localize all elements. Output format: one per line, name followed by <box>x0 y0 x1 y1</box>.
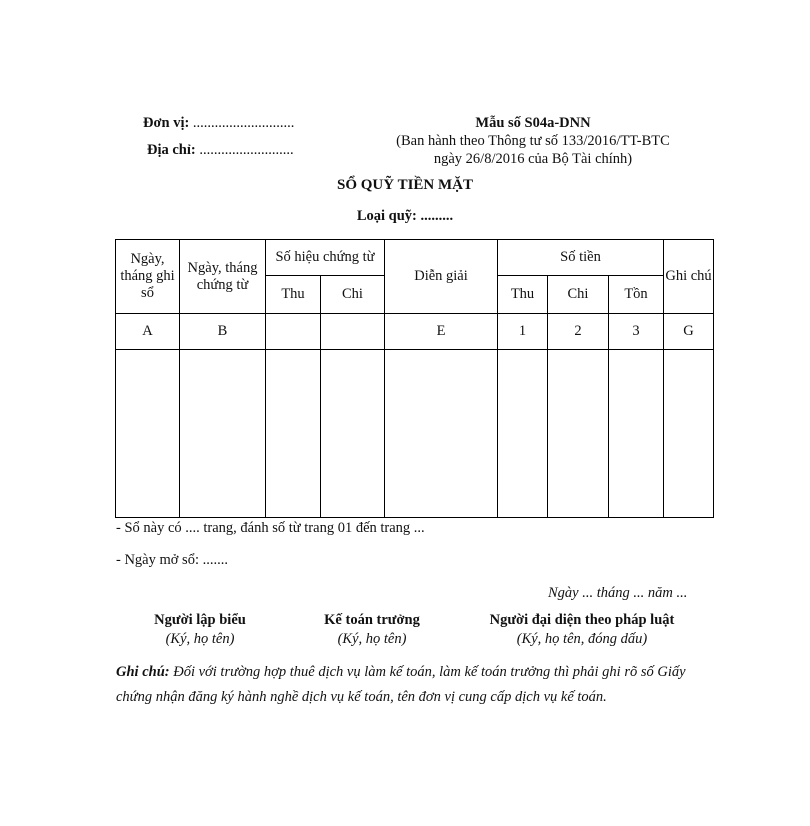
table-cell <box>116 350 180 518</box>
sig3-title: Người đại diện theo pháp luật <box>489 612 675 628</box>
cash-ledger-table <box>115 239 714 518</box>
code-1: 1 <box>498 314 548 350</box>
signature-legal-rep <box>462 611 702 649</box>
open-date: - Ngày mở sổ: ....... <box>116 552 228 568</box>
code-empty-2 <box>321 314 385 350</box>
code-3: 3 <box>609 314 664 350</box>
form-code: Mẫu số S04a-DNN <box>475 115 591 131</box>
issued-line-1: (Ban hành theo Thông tư số 133/2016/TT-BTC <box>396 133 670 149</box>
form-info <box>368 114 698 168</box>
table-cell <box>180 350 266 518</box>
code-a: A <box>116 314 180 350</box>
page-title: SỔ QUỸ TIỀN MẶT <box>337 177 473 193</box>
footnote <box>116 660 706 710</box>
sig2-sub: (Ký, họ tên) <box>337 631 407 647</box>
issued-line-2: ngày 26/8/2016 của Bộ Tài chính) <box>433 151 633 167</box>
address-value: .......................... <box>199 142 294 158</box>
sig3-sub: (Ký, họ tên, đóng dấu) <box>516 631 648 647</box>
code-b: B <box>180 314 266 350</box>
table-cell <box>548 350 609 518</box>
signature-chief-accountant <box>292 611 452 649</box>
table-cell <box>498 350 548 518</box>
sig2-title: Kế toán trưởng <box>324 612 420 628</box>
code-e: E <box>385 314 498 350</box>
table-cell <box>664 350 714 518</box>
sig1-sub: (Ký, họ tên) <box>165 631 235 647</box>
code-empty-1 <box>266 314 321 350</box>
header-amount: Số tiền <box>498 240 664 276</box>
address-line <box>147 142 294 159</box>
table-cell <box>609 350 664 518</box>
header-amount-out: Chi <box>548 276 609 314</box>
code-2: 2 <box>548 314 609 350</box>
table-cell <box>385 350 498 518</box>
code-g: G <box>664 314 714 350</box>
signature-preparer <box>120 611 280 649</box>
address-label: Địa chỉ: <box>147 142 196 158</box>
sig1-title: Người lập biểu <box>154 612 246 628</box>
note-text: Đối với trường hợp thuê dịch vụ làm kế toán, làm kế toán trưởng thì phải ghi rõ số Giấy chứng nhận đăng ký hành nghề dịch vụ kế toán, tên đơn vị cung cấp dịch vụ kế toán. <box>116 664 686 705</box>
table-cell <box>321 350 385 518</box>
table-cell <box>266 350 321 518</box>
table-row <box>116 350 714 518</box>
fund-type: Loại quỹ: ......... <box>356 208 454 224</box>
header-voucher-out: Chi <box>321 276 385 314</box>
header-date-voucher: Ngày, tháng chứng từ <box>180 240 266 314</box>
header-voucher-in: Thu <box>266 276 321 314</box>
note-label: Ghi chú: <box>116 664 170 680</box>
pages-line: - Sổ này có .... trang, đánh số từ trang 01 đến trang ... <box>116 520 425 536</box>
date-line: Ngày ... tháng ... năm ... <box>548 585 688 601</box>
header-voucher-no: Số hiệu chứng từ <box>266 240 385 276</box>
header-description: Diễn giải <box>385 240 498 314</box>
header-date-record: Ngày, tháng ghi sổ <box>116 240 180 314</box>
unit-line <box>143 115 294 132</box>
unit-value: ............................ <box>192 115 295 131</box>
unit-label: Đơn vị: <box>143 115 190 131</box>
header-amount-balance: Tồn <box>609 276 664 314</box>
header-note: Ghi chú <box>664 240 714 314</box>
header-amount-in: Thu <box>498 276 548 314</box>
